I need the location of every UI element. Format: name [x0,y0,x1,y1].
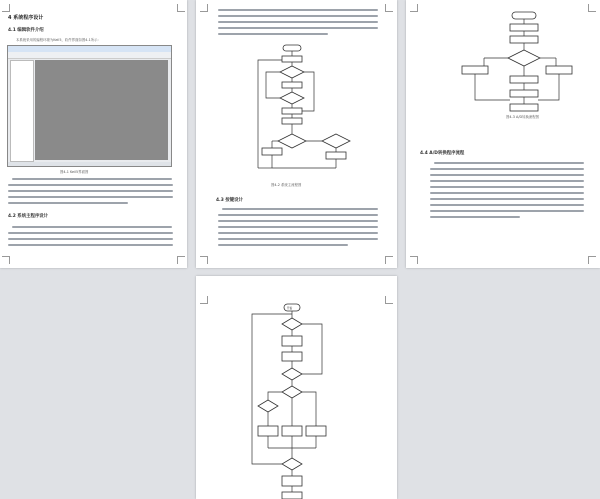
text-line [222,208,378,210]
text-line [430,204,584,206]
text-line [218,226,378,228]
flow-process [282,82,302,88]
main-flowchart [196,0,397,268]
figure-caption: 图4-1 Keil5界面图 [60,170,89,174]
flow-process [462,66,488,74]
flow-decision [322,134,350,148]
document-page-4 [196,276,397,499]
text-line [218,214,378,216]
flow-decision [282,368,302,380]
flow-process [282,492,302,499]
figure-caption: 图4-3 A/D转换流程图 [506,115,540,119]
flow-process [510,104,538,111]
key-flowchart [196,276,397,499]
crop-mark [410,256,418,264]
flow-process [546,66,572,74]
screenshot-project-tree [10,60,34,162]
flow-process [306,426,326,436]
flow-process [510,36,538,43]
text-line [430,174,584,176]
text-line [430,192,584,194]
crop-mark [177,256,185,264]
text-line [430,180,584,182]
crop-mark [177,4,185,12]
flow-decision [258,400,278,412]
text-line [430,168,584,170]
flow-decision [282,458,302,470]
crop-mark [2,256,10,264]
flow-decision [282,386,302,398]
text-line [218,232,378,234]
flow-decision [508,50,540,66]
flow-process [262,148,282,155]
crop-mark [2,4,10,12]
flow-process [282,476,302,486]
text-line [8,244,173,246]
screenshot-editor-area [35,60,168,160]
flow-process [510,90,538,97]
flow-decision [278,134,306,148]
text-line [8,202,128,204]
document-page-3 [406,0,600,268]
flow-start-label: 开始 [287,307,293,310]
text-line [218,238,378,240]
flow-process [510,24,538,31]
section-title: 4.2 系统主程序设计 [8,214,49,219]
flow-process [282,56,302,62]
text-line [8,184,173,186]
flow-decision [282,318,302,330]
crop-mark [588,256,596,264]
crop-mark [200,256,208,264]
figure-caption: 图4-2 系统主流程图 [271,183,302,187]
flow-start [512,12,536,19]
flow-process [282,336,302,346]
document-page-2 [196,0,397,268]
flow-process [258,426,278,436]
text-line [8,232,173,234]
text-line [8,190,173,192]
flow-start [283,45,301,51]
screenshot-toolbar [8,52,171,59]
chapter-title: 4 系统程序设计 [8,15,44,21]
document-page-1 [0,0,187,268]
paragraph: 本系统采用的编程环境为Keil5，软件界面如图4-1所示： [16,38,101,42]
flow-process [282,108,302,114]
text-line [12,178,172,180]
text-line [430,198,584,200]
keil-screenshot [7,45,172,167]
flow-process [282,118,302,124]
flow-decision [280,66,304,78]
text-line [8,196,173,198]
flow-process [282,426,302,436]
section-title: 4.4 A/D转换程序流程 [420,151,465,156]
flow-process [282,352,302,361]
text-line [430,216,520,218]
crop-mark [385,256,393,264]
flow-process [510,76,538,83]
text-line [434,162,584,164]
flow-process [326,152,346,159]
text-line [218,220,378,222]
screenshot-statusbar [8,162,171,166]
flow-decision [280,92,304,104]
adc-flowchart [406,0,600,268]
text-line [218,244,348,246]
text-line [8,238,173,240]
text-line [12,226,172,228]
section-title: 4.3 按键设计 [216,198,243,203]
section-title: 4.1 编辑软件介绍 [8,28,44,33]
text-line [430,186,584,188]
text-line [430,210,584,212]
